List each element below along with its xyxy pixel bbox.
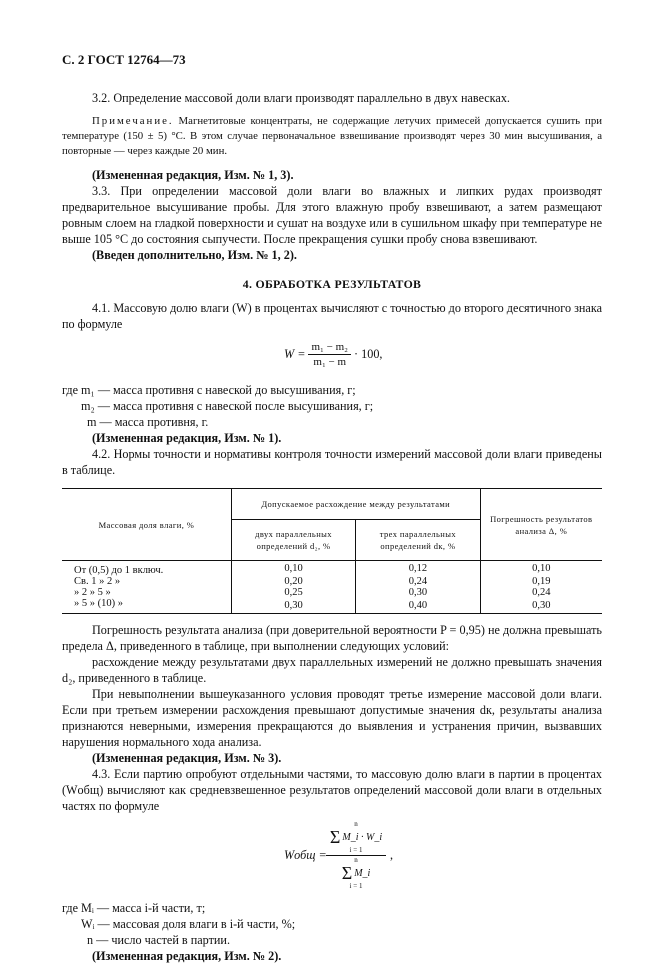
sum-lower-limit: i = 1: [349, 846, 363, 854]
paragraph-4-3: 4.3. Если партию опробуют отдельными частями, то массовую долю влаги в партии в процентах (Wобщ) вычисляют как средневзвешенное результатов определений массовой доли влаги в отдельных частях по формуле: [62, 767, 602, 813]
paragraph-condition: расхождение между результатами двух параллельных измерений не должно превышать значения d₂, приведенного в таблице.: [62, 655, 602, 685]
amendment-note-3: (Измененная редакция, Изм. № 1).: [92, 431, 282, 445]
section-title: 4. ОБРАБОТКА РЕЗУЛЬТАТОВ: [242, 277, 422, 291]
legend-line: n — число частей в партии.: [87, 933, 230, 947]
page-header: С. 2 ГОСТ 12764—73: [62, 52, 186, 67]
legend-weighted: [62, 900, 602, 948]
formula-denominator: m₁ − m: [313, 356, 347, 368]
paragraph-4-1: 4.1. Массовую долю влаги (W) в процентах вычисляют с точностью до второго десятичного знака по формуле: [62, 301, 602, 331]
formula-lhs: W =: [284, 347, 306, 361]
sum-upper-limit: n: [354, 820, 358, 828]
row-dk: 0,24: [356, 576, 480, 587]
row-delta: 0,30: [480, 598, 602, 614]
paragraph-3-3: 3.3. При определении массовой доли влаги во влажных и липких рудах производят предварительное высушивание пробы. Для этого влажную пробу взвешивают, а затем размещают ровным слоем на гладкой поверхности и сушат на воздухе или в сушильном шкафу при температуре не выше 105 °С до состояния сыпучести. После прекращения сушки пробу снова взвешивают.: [62, 184, 602, 246]
legend-line: Wᵢ — массовая доля влаги в i-й части, %;: [81, 917, 296, 931]
paragraph-error: Погрешность результата анализа (при доверительной вероятности P = 0,95) не должна превышать предела Δ, приведенного в таблице, при выполнении следующих условий:: [62, 623, 602, 653]
row-d2: 0,20: [231, 576, 355, 587]
row-d2: 0,30: [231, 598, 355, 614]
paragraph-3-2: 3.2. Определение массовой доли влаги производят параллельно в двух навесках.: [92, 91, 510, 105]
note-label: Примечание.: [92, 115, 174, 127]
table-header-group: Допускаемое расхождение между результатами: [231, 489, 480, 520]
table-row: [62, 598, 602, 614]
formula-tail: · 100,: [354, 347, 383, 361]
note-text: Магнетитовые концентраты, не содержащие летучих примесей допускается сушить при температуре (150 ± 5) °С. В этом случае первоначальное взвешивание производят через 30 мин высушивания, а повторные — через каждые 20 мин.: [62, 115, 602, 157]
paragraph-third-measurement: При невыполнении вышеуказанного условия проводят третье измерение массовой доли влаги. Если при третьем измерении расхождения превышают допустимые значения dк, результаты анализа признаются неверными, измерения прекращаются до выявления и устранения причин, вызвавших нарушения нормального хода анализа.: [62, 687, 602, 749]
document-page: [62, 52, 602, 964]
formula-numerator: m₁ − m₂: [308, 340, 351, 355]
row-dk: 0,30: [356, 587, 480, 598]
legend-line: m₂ — масса противня с навеской после высушивания, г;: [81, 399, 374, 413]
sum-term: M_i · W_i: [342, 831, 383, 843]
table-header-mass-fraction: Массовая доля влаги, %: [62, 489, 231, 561]
sum-lower-limit: i = 1: [349, 882, 363, 890]
row-label: Св. 1 » 2 »: [62, 576, 231, 587]
formula-weighted-average: [62, 820, 602, 894]
row-d2: 0,25: [231, 587, 355, 598]
row-d2: 0,10: [231, 561, 355, 577]
table-header-error: Погрешность результатов анализа Δ, %: [480, 489, 602, 561]
table-header-d2: двух параллельных определений d₂, %: [231, 520, 355, 561]
accuracy-table: [62, 488, 602, 614]
formula-tail: ,: [390, 848, 394, 862]
sigma-symbol: Σ: [329, 827, 341, 847]
row-label: От (0,5) до 1 включ.: [62, 561, 231, 577]
paragraph-4-2: 4.2. Нормы точности и нормативы контроля точности измерений массовой доли влаги приведены в таблице.: [62, 447, 602, 477]
table-row: [62, 576, 602, 587]
formula-lhs: Wобщ =: [284, 848, 327, 862]
table-row: [62, 561, 602, 577]
note: [62, 114, 602, 159]
row-delta: 0,19: [532, 576, 551, 587]
row-label: » 5 » (10) »: [62, 598, 231, 614]
formula-moisture: [62, 338, 602, 378]
sum-term: M_i: [354, 867, 371, 879]
sum-upper-limit: n: [354, 856, 358, 864]
row-delta: 0,24: [532, 587, 551, 598]
legend-line: где Mᵢ — масса i-й части, т;: [62, 901, 206, 915]
row-delta: 0,10: [532, 563, 551, 574]
table-header-dk: трех параллельных определений dк, %: [356, 520, 480, 561]
amendment-note-4: (Измененная редакция, Изм. № 3).: [92, 751, 282, 765]
row-label: » 2 » 5 »: [62, 587, 231, 598]
row-dk: 0,40: [356, 598, 480, 614]
amendment-note-2: (Введен дополнительно, Изм. № 1, 2).: [92, 248, 297, 262]
sigma-symbol: Σ: [341, 863, 353, 883]
legend-moisture: [62, 382, 602, 430]
amendment-note-1: (Измененная редакция, Изм. № 1, 3).: [92, 168, 294, 182]
legend-line: m — масса противня, г.: [87, 415, 209, 429]
formula-fraction: [308, 340, 351, 369]
table-row: [62, 587, 602, 598]
row-dk: 0,12: [356, 561, 480, 577]
amendment-note-5: (Измененная редакция, Изм. № 2).: [92, 949, 282, 963]
legend-line: где m₁ — масса противня с навеской до высушивания, г;: [62, 383, 356, 397]
